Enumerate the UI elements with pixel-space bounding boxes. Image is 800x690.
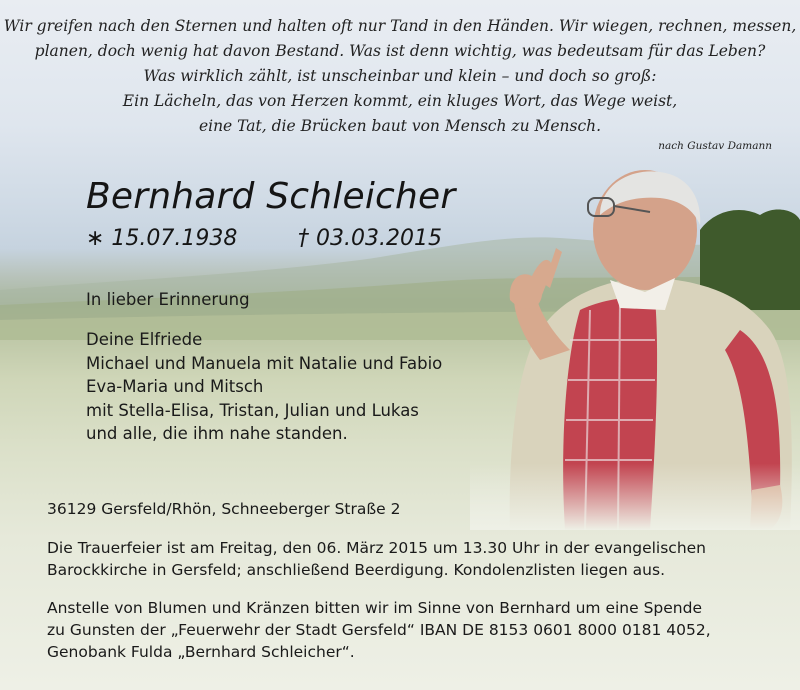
poem-attribution: nach Gustav Damann	[658, 140, 772, 152]
address: 36129 Gersfeld/Rhön, Schneeberger Straße 2	[47, 500, 401, 518]
donation-notice	[47, 597, 777, 663]
family-line: und alle, die ihm nahe standen.	[86, 424, 348, 443]
family-line: Eva-Maria und Mitsch	[86, 377, 264, 396]
family-list	[86, 328, 442, 446]
donation-line: Anstelle von Blumen und Kränzen bitten wir im Sinne von Bernhard um eine Spende	[47, 599, 702, 617]
funeral-notice	[47, 537, 777, 581]
funeral-line: Barockkirche in Gersfeld; anschließend Beerdigung. Kondolenzlisten liegen aus.	[47, 561, 665, 579]
poem-line: Ein Lächeln, das von Herzen kommt, ein kluges Wort, das Wege weist,	[122, 92, 678, 110]
poem	[0, 14, 800, 139]
donation-line: Genobank Fulda „Bernhard Schleicher“.	[47, 643, 355, 661]
death-date: † 03.03.2015	[298, 226, 442, 251]
donation-line: zu Gunsten der „Feuerwehr der Stadt Gersfeld“ IBAN DE 8153 0601 8000 0181 4052,	[47, 621, 711, 639]
poem-line: Was wirklich zählt, ist unscheinbar und klein – und doch so groß:	[143, 67, 657, 85]
deceased-name: Bernhard Schleicher	[86, 176, 456, 217]
family-line: Deine Elfriede	[86, 330, 203, 349]
poem-line: Wir greifen nach den Sternen und halten oft nur Tand in den Händen. Wir wiegen, rechnen, messen,	[3, 17, 797, 35]
family-line: mit Stella-Elisa, Tristan, Julian und Lukas	[86, 400, 419, 420]
poem-line: eine Tat, die Brücken baut von Mensch zu Mensch.	[198, 117, 602, 135]
poem-line: planen, doch wenig hat davon Bestand. Was ist denn wichtig, was bedeutsam für das Leben?	[34, 42, 766, 60]
memory-line: In lieber Erinnerung	[86, 290, 250, 309]
family-line: Michael und Manuela mit Natalie und Fabio	[86, 353, 443, 373]
birth-date: ∗ 15.07.1938	[86, 226, 238, 251]
portrait-photo	[470, 160, 800, 530]
funeral-line: Die Trauerfeier ist am Freitag, den 06. März 2015 um 13.30 Uhr in der evangelischen	[47, 539, 707, 557]
